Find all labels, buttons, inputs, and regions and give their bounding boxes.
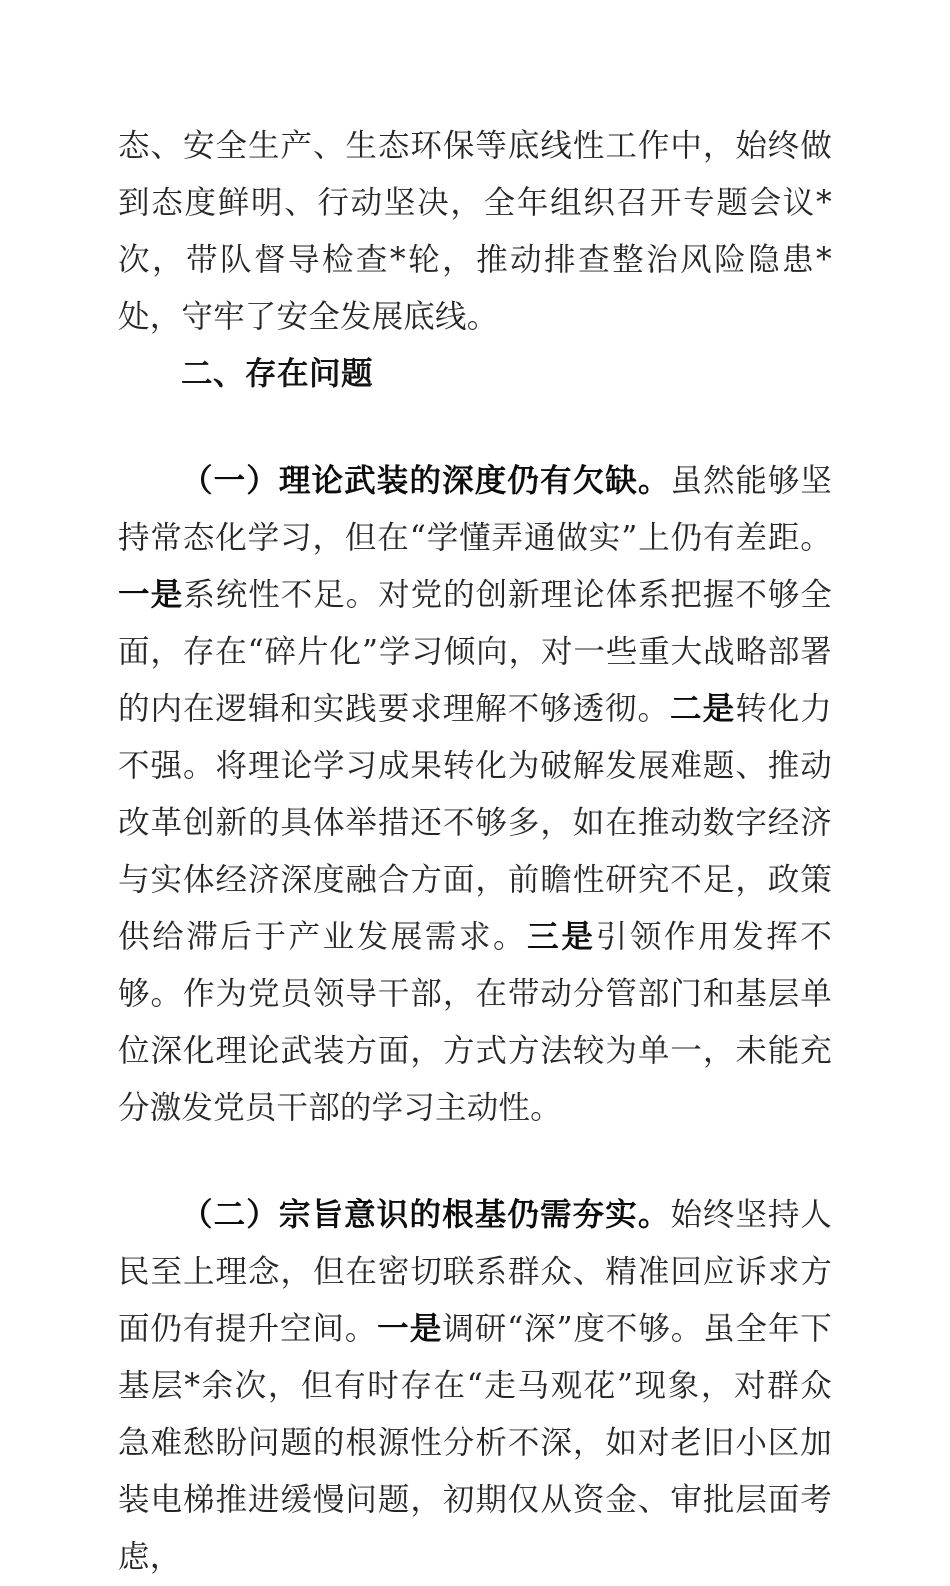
- item-two-marker-one: 一是: [377, 1311, 443, 1347]
- item-one-marker-one: 一是: [118, 577, 184, 613]
- item-two-body-1: 始终坚持人民至上理念，但在密切联系群众、精准回应诉求方面仍有提升空间。: [118, 1197, 832, 1347]
- item-two-lead-bold: （二）宗旨意识的根基仍需夯实。: [181, 1197, 671, 1233]
- paragraph-item-one: [118, 453, 832, 1137]
- item-one-body-1: 虽然能够坚持常态化学习，但在“学懂弄通做实”上仍有差距。: [118, 463, 832, 556]
- document-body: [118, 118, 832, 1586]
- section-heading-two: 二、存在问题: [181, 356, 374, 392]
- item-two-body-2: 调研“深”度不够。虽全年下基层*余次，但有时存在“走马观花”现象，对群众急难愁盼问题的根源性分析不深，如对老旧小区加装电梯推进缓慢问题，初期仅从资金、审批层面考虑，: [118, 1311, 832, 1575]
- item-one-body-4: 引领作用发挥不够。作为党员领导干部，在带动分管部门和基层单位深化理论武装方面，方式方法较为单一，未能充分激发党员干部的学习主动性。: [118, 919, 832, 1126]
- item-one-marker-three: 三是: [527, 919, 596, 955]
- item-one-lead-bold: （一）理论武装的深度仍有欠缺。: [181, 463, 671, 499]
- paragraph-continuation: 态、安全生产、生态环保等底线性工作中，始终做到态度鲜明、行动坚决，全年组织召开专题会议*次，带队督导检查*轮，推动排查整治风险隐患*处，守牢了安全发展底线。: [118, 128, 832, 335]
- item-one-body-2: 系统性不足。对党的创新理论体系把握不够全面，存在“碎片化”学习倾向，对一些重大战略部署的内在逻辑和实践要求理解不够透彻。: [118, 577, 832, 727]
- item-one-body-3: 转化力不强。将理论学习成果转化为破解发展难题、推动改革创新的具体举措还不够多，如在推动数字经济与实体经济深度融合方面，前瞻性研究不足，政策供给滞后于产业发展需求。: [118, 691, 832, 955]
- paragraph-item-two: [118, 1187, 832, 1586]
- item-one-marker-two: 二是: [670, 691, 736, 727]
